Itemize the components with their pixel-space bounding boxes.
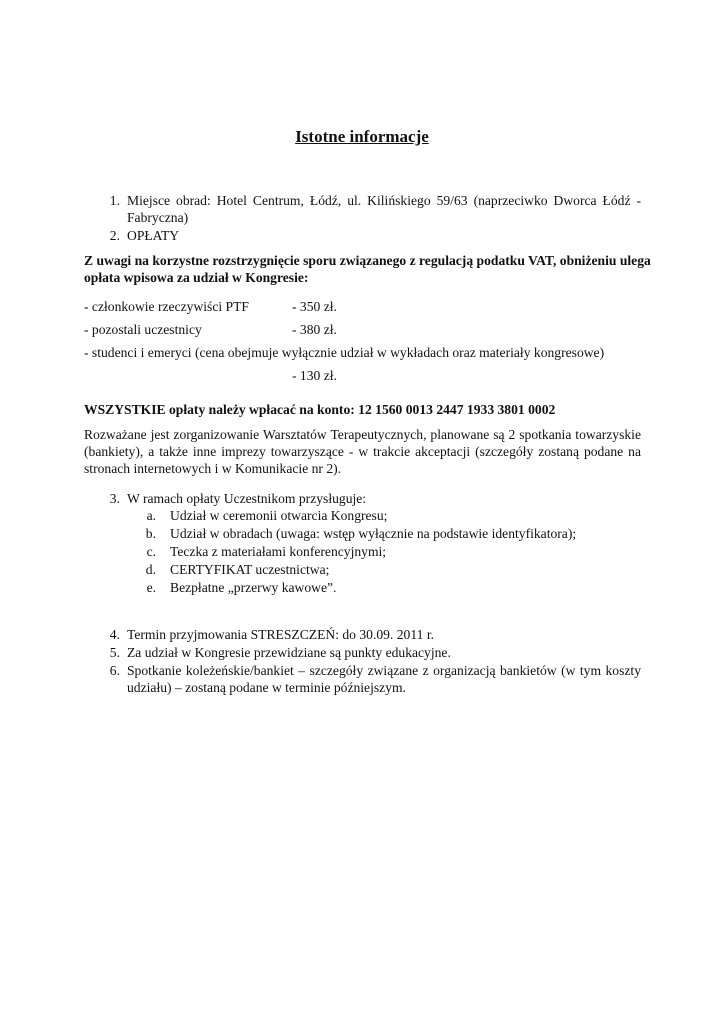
fee-amount-members: - 350 zł. <box>292 299 337 314</box>
sub-list-letter: e. <box>146 580 156 595</box>
benefit-item: Bezpłatne „przerwy kawowe”. <box>170 580 337 595</box>
benefit-item: Udział w ceremonii otwarcia Kongresu; <box>170 508 388 523</box>
workshops-paragraph-line3: stronach internetowych i w Komunikacie nr 2). <box>84 461 342 476</box>
sub-list-letter: c. <box>146 544 156 559</box>
fee-amount-others: - 380 zł. <box>292 322 337 337</box>
list-number: 2. <box>109 228 120 243</box>
list-item-location-line2: Fabryczna) <box>127 210 189 225</box>
abstract-deadline: Termin przyjmowania STRESZCZEŃ: do 30.09. 2011 r. <box>127 627 435 642</box>
banquet-info-line2: udziału) – zostaną podane w terminie późniejszym. <box>127 680 406 695</box>
list-item-location-line1: Miejsce obrad: Hotel Centrum, Łódź, ul. Kilińskiego 59/63 (naprzeciwko Dworca Łódź - <box>127 193 641 208</box>
education-points: Za udział w Kongresie przewidziane są punkty edukacyjne. <box>127 645 451 660</box>
bank-account-notice: WSZYSTKIE opłaty należy wpłacać na konto: 12 1560 0013 2447 1933 3801 0002 <box>84 402 556 417</box>
vat-notice-line1: Z uwagi na korzystne rozstrzygnięcie sporu związanego z regulacją podatku VAT, obniżeniu ulega <box>84 253 651 268</box>
fee-amount-students: - 130 zł. <box>292 368 337 383</box>
fee-label-students: - studenci i emeryci (cena obejmuje wyłącznie udział w wykładach oraz materiały kongresowe) <box>84 345 605 360</box>
list-number: 1. <box>109 193 120 208</box>
sub-list-letter: a. <box>146 508 156 523</box>
sub-list-letter: b. <box>145 526 156 541</box>
list-item-fees-heading: OPŁATY <box>127 228 180 243</box>
workshops-paragraph-line1: Rozważane jest zorganizowanie Warsztatów Terapeutycznych, planowane są 2 spotkania towarzyskie <box>84 427 641 442</box>
fee-label-others: - pozostali uczestnicy <box>84 322 202 337</box>
benefit-item: Teczka z materiałami konferencyjnymi; <box>170 544 387 559</box>
list-number: 6. <box>109 663 120 678</box>
list-number: 3. <box>109 491 120 506</box>
list-number: 4. <box>109 627 120 642</box>
list-number: 5. <box>109 645 120 660</box>
benefit-item: Udział w obradach (uwaga: wstęp wyłącznie na podstawie identyfikatora); <box>170 526 577 541</box>
vat-notice-line2: opłata wpisowa za udział w Kongresie: <box>84 270 309 285</box>
banquet-info-line1: Spotkanie koleżeńskie/bankiet – szczegóły związane z organizacją bankietów (w tym koszty <box>127 663 641 678</box>
sub-list-letter: d. <box>145 562 156 577</box>
page-title: Istotne informacje <box>295 127 429 146</box>
fee-label-members: - członkowie rzeczywiści PTF <box>84 299 249 314</box>
workshops-paragraph-line2: (bankiety), a także inne imprezy towarzyszące - w trakcie akceptacji (szczegóły zostaną podane na <box>84 444 641 459</box>
benefit-item: CERTYFIKAT uczestnictwa; <box>170 562 330 577</box>
benefits-heading: W ramach opłaty Uczestnikom przysługuje: <box>127 491 367 506</box>
